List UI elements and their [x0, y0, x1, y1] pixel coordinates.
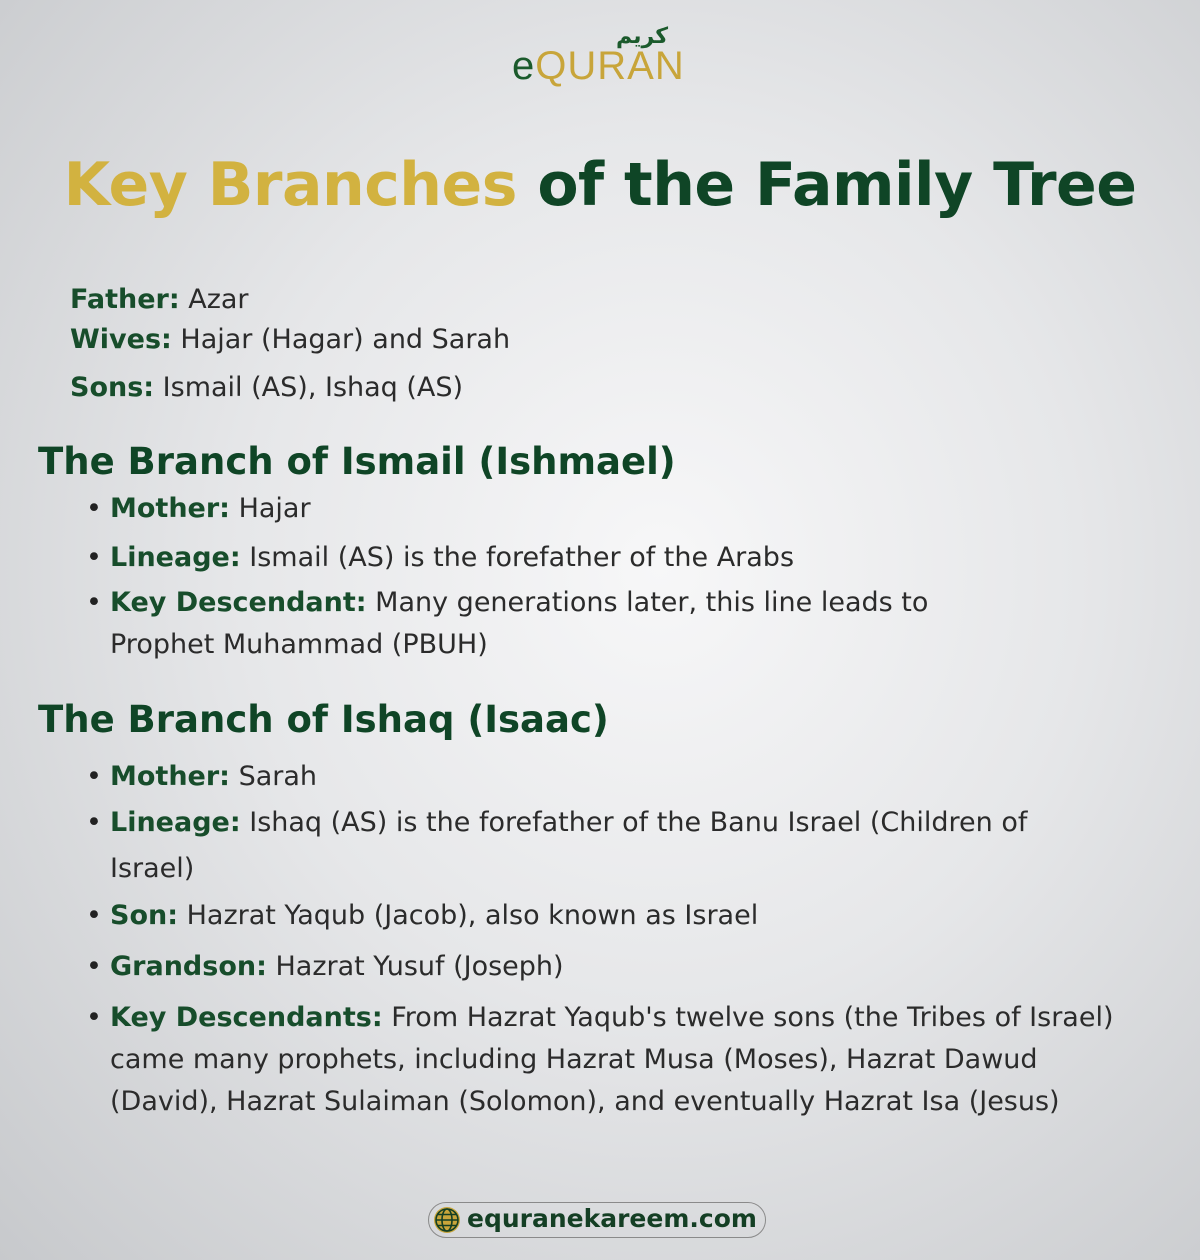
item-label: Key Descendant: — [110, 587, 367, 618]
item-text-cont: came many prophets, including Hazrat Musa (Moses), Hazrat Dawud — [110, 1044, 1038, 1075]
item-text: Hazrat Yusuf (Joseph) — [266, 951, 564, 982]
heading-ismail: The Branch of Ismail (Ishmael) — [38, 440, 676, 483]
item-label: Grandson: — [110, 951, 267, 982]
item-text-cont: (David), Hazrat Sulaiman (Solomon), and eventually Hazrat Isa (Jesus) — [110, 1086, 1060, 1117]
item-text-cont: Prophet Muhammad (PBUH) — [110, 629, 488, 660]
item-text: Many generations later, this line leads to — [366, 587, 929, 618]
item-text: Hazrat Yaqub (Jacob), also known as Israel — [178, 900, 759, 931]
item-label: Lineage: — [110, 807, 241, 838]
item-text: Sarah — [229, 761, 318, 792]
intro-value: Azar — [179, 284, 249, 315]
page-title — [0, 150, 1200, 220]
item-label: Lineage: — [110, 542, 241, 573]
item-text-cont: Israel) — [110, 853, 195, 884]
intro-label: Wives: — [70, 324, 172, 355]
heading-ishaq: The Branch of Ishaq (Isaac) — [38, 698, 609, 741]
logo-e: e — [512, 44, 536, 88]
intro-sons — [70, 372, 463, 403]
item-text: From Hazrat Yaqub's twelve sons (the Tribes of Israel) — [382, 1002, 1114, 1033]
intro-wives — [70, 324, 510, 355]
title-gold: Key Branches — [63, 150, 517, 220]
intro-father — [70, 284, 249, 315]
title-green: of the Family Tree — [537, 150, 1137, 220]
website-link[interactable] — [428, 1202, 766, 1238]
intro-value: Ismail (AS), Ishaq (AS) — [154, 372, 464, 403]
logo — [510, 24, 690, 94]
item-label: Son: — [110, 900, 179, 931]
item-label: Mother: — [110, 493, 230, 524]
website-text: equranekareem.com — [467, 1204, 757, 1233]
item-label: Key Descendants: — [110, 1002, 383, 1033]
logo-wordmark — [512, 44, 685, 89]
item-text: Hajar — [229, 493, 311, 524]
intro-value: Hajar (Hagar) and Sarah — [171, 324, 511, 355]
logo-arabic-text: كريم — [616, 24, 668, 49]
item-text: Ismail (AS) is the forefather of the Arabs — [240, 542, 795, 573]
logo-quran: QURAN — [535, 44, 685, 88]
intro-label: Sons: — [70, 372, 155, 403]
item-label: Mother: — [110, 761, 230, 792]
item-text: Ishaq (AS) is the forefather of the Banu Israel (Children of — [240, 807, 1028, 838]
globe-icon — [433, 1206, 461, 1234]
intro-label: Father: — [70, 284, 180, 315]
